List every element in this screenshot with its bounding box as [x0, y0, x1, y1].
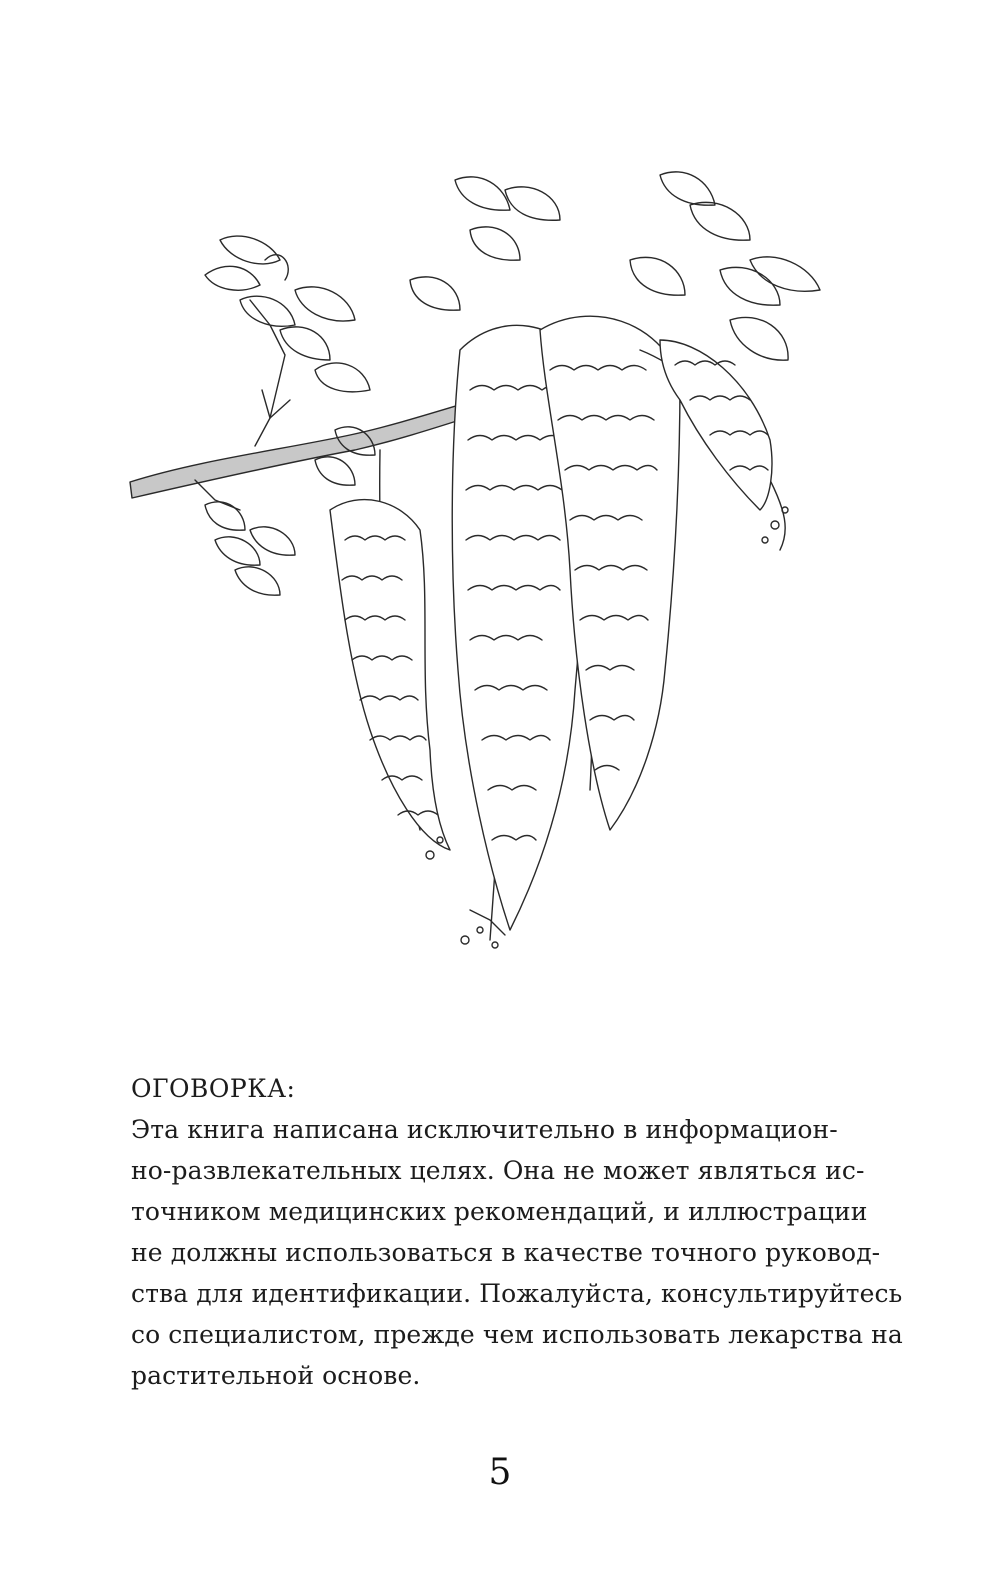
disclaimer-line: растительной основе.	[131, 1361, 421, 1390]
disclaimer-line: со специалистом, прежде чем использовать лекарства на	[131, 1320, 903, 1349]
disclaimer-heading: ОГОВОРКА:	[131, 1074, 296, 1103]
left-leaves	[205, 236, 370, 418]
disclaimer-block	[131, 1068, 903, 1396]
page-number: 5	[488, 1452, 512, 1493]
disclaimer-line: Эта книга написана исключительно в информацион-	[131, 1115, 838, 1144]
flower-raceme-left	[330, 450, 450, 859]
disclaimer-line: но-развлекательных целях. Она не может являться ис-	[131, 1156, 865, 1185]
disclaimer-line: ства для идентификации. Пожалуйста, консультируйтесь	[131, 1279, 903, 1308]
flowering-branch-illustration	[120, 150, 840, 970]
disclaimer-line: точником медицинских рекомендаций, и иллюстрации	[131, 1197, 868, 1226]
disclaimer-line: не должны использоваться в качестве точного руковод-	[131, 1238, 881, 1267]
